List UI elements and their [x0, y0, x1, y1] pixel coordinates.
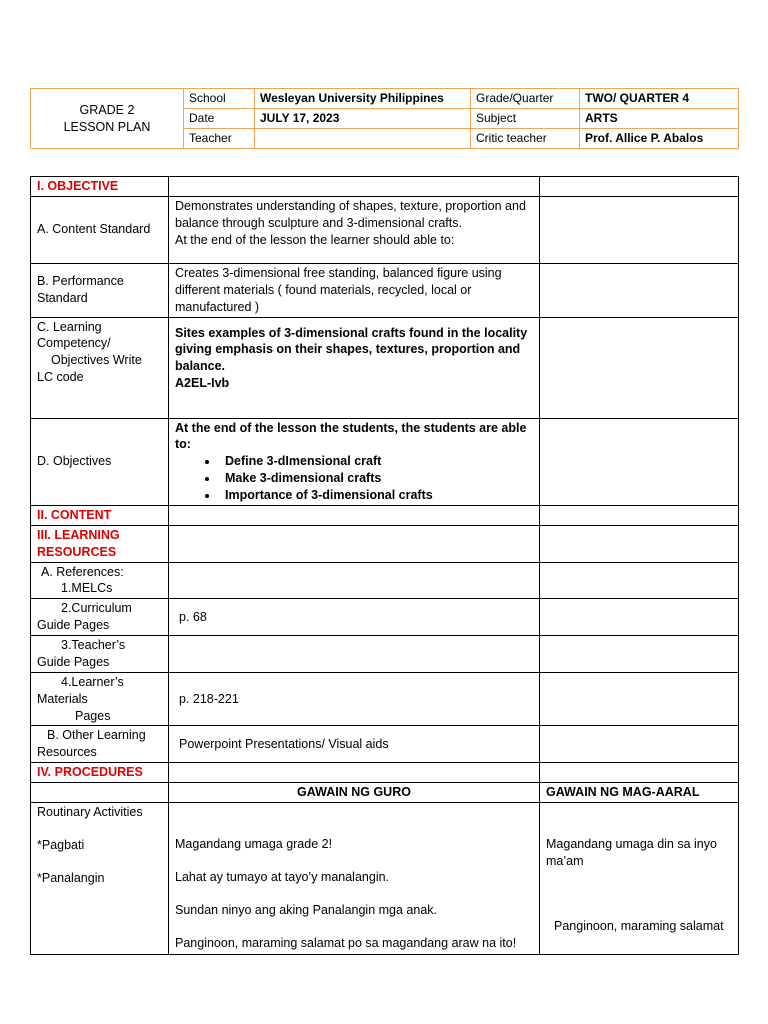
teacher-activity-header: GAWAIN NG GURO [169, 783, 540, 803]
learning-resources-heading-2: RESOURCES [37, 544, 117, 559]
other-resources-label: B. Other Learning [47, 728, 146, 743]
teacher-greeting: Magandang umaga grade 2! [175, 836, 333, 851]
learning-competency-text: Sites examples of 3-dimensional crafts found in the locality giving emphasis on their shapes, textures, proportion and balance. [175, 325, 528, 374]
melcs-label: 1.MELCs [61, 581, 113, 596]
lesson-plan-title: LESSON PLAN [63, 119, 151, 134]
table-row [31, 263, 739, 317]
learning-competency-label-3: Objectives Write [51, 353, 142, 368]
objectives-intro: At the end of the lesson the students, the students are able to: [175, 420, 527, 452]
list-item: • Make 3-dimensional crafts [219, 470, 533, 487]
performance-standard-label: B. Performance [37, 274, 124, 289]
content-standard-text: Demonstrates understanding of shapes, texture, proportion and balance through sculpture and 3-dimensional crafts. [175, 198, 526, 230]
objectives-label: D. Objectives [31, 418, 169, 505]
student-prayer: Panginoon, maraming salamat [554, 918, 724, 933]
teachers-guide-label: 3.Teacher’s [61, 638, 126, 652]
table-row [31, 763, 739, 783]
table-row [31, 636, 739, 673]
table-row [31, 317, 739, 418]
learning-resources-heading: III. LEARNING [37, 527, 120, 542]
student-greeting: Magandang umaga din sa inyo [546, 836, 717, 851]
teacher-activity-cell [169, 802, 540, 954]
critic-teacher-value: Prof. Allice P. Abalos [580, 129, 739, 149]
other-resources-label-2: Resources [37, 745, 97, 760]
grade-title: GRADE 2 [79, 103, 135, 118]
grade-title-cell [31, 89, 184, 149]
references-cell [31, 562, 169, 599]
curriculum-guide-label: 2.Curriculum [61, 601, 132, 616]
other-resources-value: Powerpoint Presentations/ Visual aids [169, 726, 540, 763]
student-greeting-2: ma’am [546, 853, 584, 868]
content-standard-label: A. Content Standard [31, 196, 169, 263]
performance-standard-text: Creates 3-dimensional free standing, balanced figure using different materials ( found materials, recycled, local or manufactured ) [169, 263, 540, 317]
grade-quarter-label: Grade/Quarter [471, 89, 580, 109]
performance-standard-label-2: Standard [37, 291, 88, 306]
learning-competency-label-2: Competency/ [37, 336, 111, 351]
panalangin-label: *Panalangin [37, 870, 105, 885]
teacher-prayer: Panginoon, maraming salamat po sa magandang araw na ito! [175, 935, 517, 950]
learning-competency-cell [169, 317, 540, 418]
table-row [31, 418, 739, 505]
other-resources-cell [31, 726, 169, 763]
pagbati-label: *Pagbati [37, 837, 85, 852]
grade-quarter-value: TWO/ QUARTER 4 [580, 89, 739, 109]
table-row [31, 196, 739, 263]
learning-competency-label-cell [31, 317, 169, 418]
teacher-label: Teacher [184, 129, 255, 149]
curriculum-guide-pages: p. 68 [169, 599, 540, 636]
learners-materials-cell [31, 672, 169, 726]
list-item: • Define 3-dImensional craft [219, 453, 533, 470]
student-activity-cell [540, 802, 739, 954]
routinary-activities-label: Routinary Activities [37, 804, 143, 819]
school-value: Wesleyan University Philippines [255, 89, 471, 109]
learning-resources-heading-cell [31, 525, 169, 562]
learners-materials-label-2: Materials [37, 691, 88, 706]
routinary-cell [31, 802, 169, 954]
procedures-heading: IV. PROCEDURES [31, 763, 169, 783]
teachers-guide-label-2: Guide Pages [37, 654, 110, 669]
table-row [31, 599, 739, 636]
curriculum-guide-label-2: Guide Pages [37, 618, 110, 633]
learners-materials-label: 4.Learner’s [61, 674, 124, 689]
teacher-follow-instruction: Sundan ninyo ang aking Panalangin mga anak. [175, 902, 438, 917]
learners-materials-label-3: Pages [75, 708, 111, 723]
learning-competency-label-4: LC code [37, 370, 84, 385]
content-standard-note: At the end of the lesson the learner should able to: [175, 232, 455, 247]
teacher-pray-instruction: Lahat ay tumayo at tayo’y manalangin. [175, 869, 390, 884]
table-row [31, 802, 739, 954]
curriculum-guide-cell [31, 599, 169, 636]
table-row [31, 562, 739, 599]
date-label: Date [184, 109, 255, 129]
objectives-cell [169, 418, 540, 505]
student-activity-header: GAWAIN NG MAG-AARAL [540, 783, 739, 803]
content-heading: II. CONTENT [31, 505, 169, 525]
table-row [31, 505, 739, 525]
school-label: School [184, 89, 255, 109]
critic-teacher-label: Critic teacher [471, 129, 580, 149]
learning-competency-label: C. Learning [37, 319, 102, 334]
teachers-guide-cell [31, 636, 169, 673]
lc-code: A2EL-Ivb [175, 376, 230, 391]
table-row [31, 177, 739, 197]
table-row [31, 525, 739, 562]
date-value: JULY 17, 2023 [255, 109, 471, 129]
subject-value: ARTS [580, 109, 739, 129]
learners-materials-pages: p. 218-221 [169, 672, 540, 726]
table-row [31, 672, 739, 726]
performance-standard-label-cell [31, 263, 169, 317]
table-row [31, 726, 739, 763]
table-row [31, 783, 739, 803]
lesson-plan-header [30, 88, 739, 149]
objective-heading: I. OBJECTIVE [31, 177, 169, 197]
references-label: A. References: [41, 564, 124, 579]
teacher-value [255, 129, 471, 149]
lesson-plan-table [30, 176, 739, 955]
content-standard-cell [169, 196, 540, 263]
subject-label: Subject [471, 109, 580, 129]
list-item: • Importance of 3-dimensional crafts [219, 487, 533, 504]
objectives-list [175, 453, 533, 504]
